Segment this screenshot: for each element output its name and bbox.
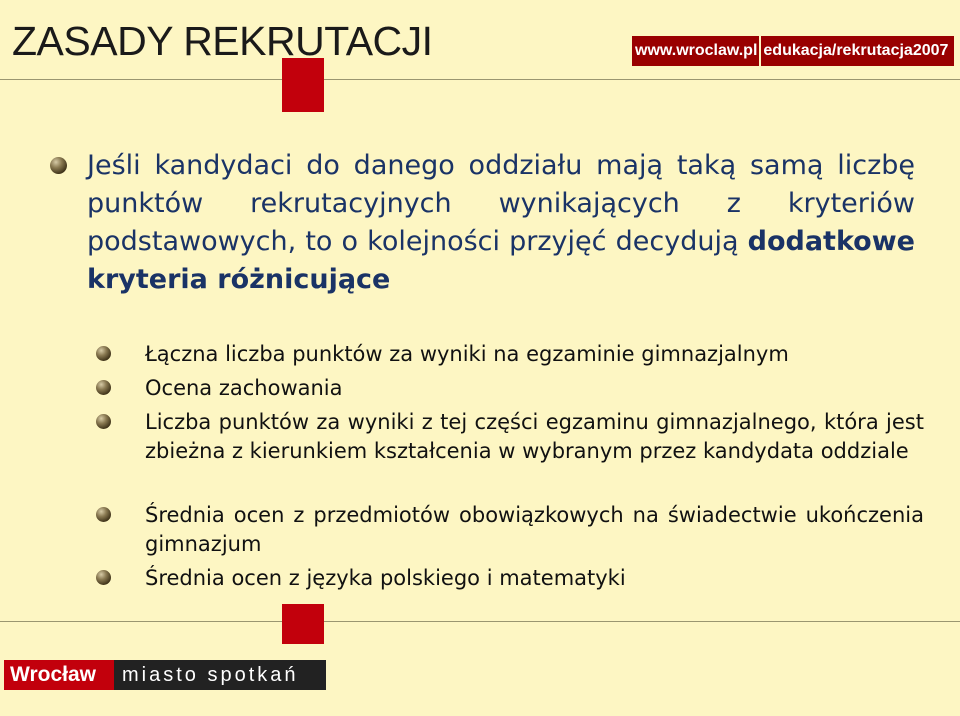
bottom-divider: [0, 621, 960, 622]
url-domain: www.wroclaw.pl: [635, 42, 758, 59]
logo-tagline: miasto spotkań: [114, 660, 326, 690]
intro-text: Jeśli kandydaci do danego oddziału mają taką samą liczbę punktów rekrutacyjnych wynikających z kryteriów podstawowych, to o kolejności przyjęć decydują: [87, 150, 915, 257]
url-path: edukacja/rekrutacja2007: [763, 42, 949, 59]
criterion-item: Średnia ocen z przedmiotów obowiązkowych na świadectwie ukończenia gimnazjum: [145, 503, 924, 556]
criterion-item: Ocena zachowania: [145, 376, 343, 400]
bullet-icon: [50, 157, 67, 174]
url-separator: [759, 36, 761, 66]
main-paragraph: [87, 147, 915, 299]
logo-city-name: Wrocław: [4, 660, 114, 690]
intro-bold-text: dodatkowe kryteria różnicujące: [87, 226, 915, 295]
criterion-item: Łączna liczba punktów za wyniki na egzaminie gimnazjalnym: [145, 342, 789, 366]
criterion-item: Średnia ocen z języka polskiego i matematyki: [145, 566, 626, 590]
bullet-icon: [96, 414, 111, 429]
bullet-icon: [96, 346, 111, 361]
bullet-icon: [96, 380, 111, 395]
bullet-icon: [96, 570, 111, 585]
slide-title: ZASADY REKRUTACJI: [12, 18, 433, 64]
bullet-icon: [96, 507, 111, 522]
decorative-red-square-top: [282, 58, 324, 112]
decorative-red-square-bottom: [282, 604, 324, 644]
wroclaw-logo: [4, 660, 326, 690]
top-divider: [0, 79, 960, 80]
website-link[interactable]: [632, 36, 954, 66]
criterion-item: Liczba punktów za wyniki z tej części egzaminu gimnazjalnego, która jest zbieżna z kierunkiem kształcenia w wybranym przez kandydata oddziale: [145, 410, 924, 463]
